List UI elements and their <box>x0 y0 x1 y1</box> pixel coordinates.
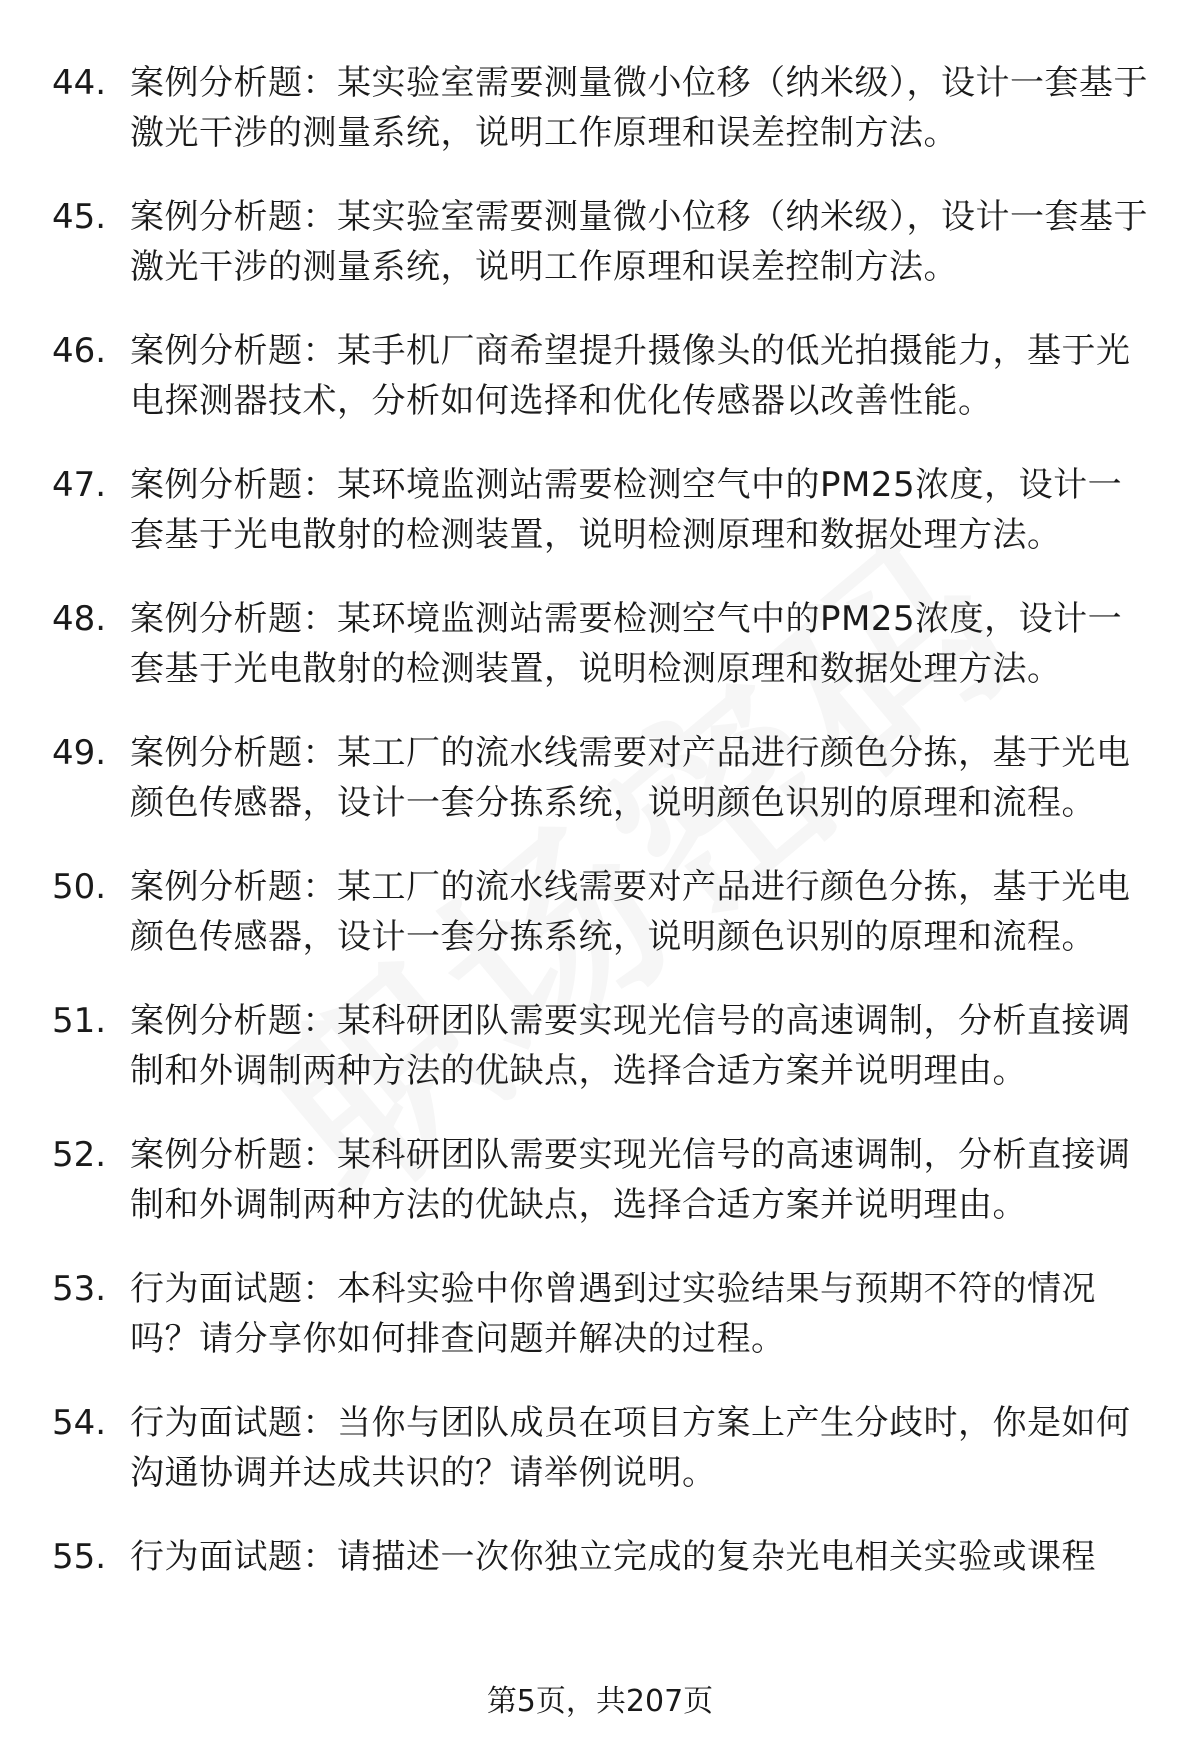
question-number: 47. <box>52 465 107 505</box>
question-number: 54. <box>52 1403 107 1443</box>
page-footer: 第5页，共207页 <box>486 1684 714 1719</box>
question-item <box>52 594 1152 694</box>
question-item <box>52 1130 1152 1230</box>
question-number: 50. <box>52 867 107 907</box>
question-text: 行为面试题：当你与团队成员在项目方案上产生分歧时，你是如何沟通协调并达成共识的？请举例说明。 <box>130 1403 1131 1493</box>
question-text: 行为面试题：本科实验中你曾遇到过实验结果与预期不符的情况吗？请分享你如何排查问题并解决的过程。 <box>130 1269 1096 1359</box>
question-item <box>52 728 1152 828</box>
question-number: 51. <box>52 1001 107 1041</box>
question-number: 52. <box>52 1135 107 1175</box>
question-text: 案例分析题：某环境监测站需要检测空气中的PM25浓度，设计一套基于光电散射的检测装置，说明检测原理和数据处理方法。 <box>130 465 1123 555</box>
question-item <box>52 1264 1152 1364</box>
question-item <box>52 326 1152 426</box>
question-text: 案例分析题：某环境监测站需要检测空气中的PM25浓度，设计一套基于光电散射的检测装置，说明检测原理和数据处理方法。 <box>130 599 1123 689</box>
question-item <box>52 192 1152 292</box>
question-text: 案例分析题：某实验室需要测量微小位移（纳米级），设计一套基于激光干涉的测量系统，说明工作原理和误差控制方法。 <box>130 63 1148 153</box>
question-text: 案例分析题：某工厂的流水线需要对产品进行颜色分拣，基于光电颜色传感器，设计一套分拣系统，说明颜色识别的原理和流程。 <box>130 733 1131 823</box>
question-item <box>52 996 1152 1096</box>
question-number: 55. <box>52 1537 107 1577</box>
question-number: 44. <box>52 63 107 103</box>
question-text: 案例分析题：某科研团队需要实现光信号的高速调制，分析直接调制和外调制两种方法的优缺点，选择合适方案并说明理由。 <box>130 1001 1131 1091</box>
question-text: 行为面试题：请描述一次你独立完成的复杂光电相关实验或课程 <box>130 1537 1096 1577</box>
question-list <box>52 58 1152 1616</box>
question-text: 案例分析题：某科研团队需要实现光信号的高速调制，分析直接调制和外调制两种方法的优缺点，选择合适方案并说明理由。 <box>130 1135 1131 1225</box>
question-number: 48. <box>52 599 107 639</box>
question-text: 案例分析题：某工厂的流水线需要对产品进行颜色分拣，基于光电颜色传感器，设计一套分拣系统，说明颜色识别的原理和流程。 <box>130 867 1131 957</box>
question-number: 45. <box>52 197 107 237</box>
question-item <box>52 1398 1152 1498</box>
question-item <box>52 58 1152 158</box>
question-text: 案例分析题：某手机厂商希望提升摄像头的低光拍摄能力，基于光电探测器技术，分析如何选择和优化传感器以改善性能。 <box>130 331 1131 421</box>
question-item <box>52 862 1152 962</box>
question-text: 案例分析题：某实验室需要测量微小位移（纳米级），设计一套基于激光干涉的测量系统，说明工作原理和误差控制方法。 <box>130 197 1148 287</box>
question-number: 49. <box>52 733 107 773</box>
question-item <box>52 1532 1152 1582</box>
question-number: 46. <box>52 331 107 371</box>
question-item <box>52 460 1152 560</box>
question-number: 53. <box>52 1269 107 1309</box>
